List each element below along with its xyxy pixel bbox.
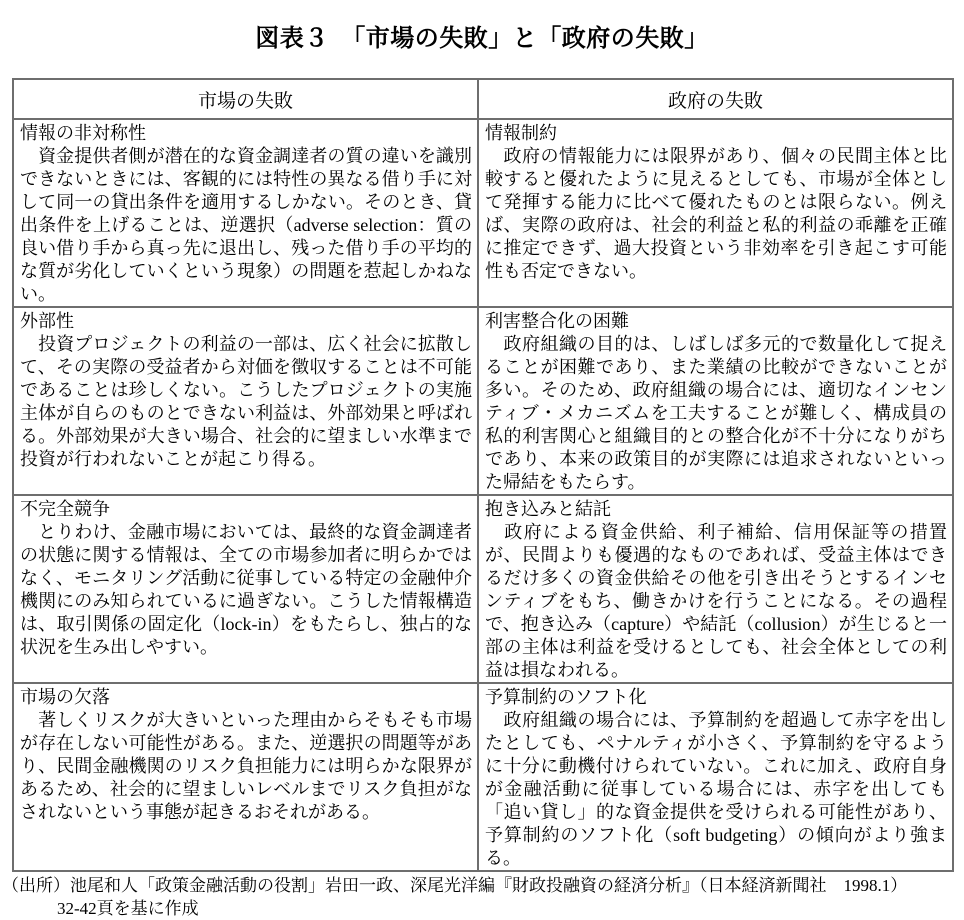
cell-market-row1 — [13, 119, 478, 307]
cell-market-row3 — [13, 495, 478, 683]
cell-heading: 予算制約のソフト化 — [485, 687, 647, 707]
cell-government-row3 — [478, 495, 953, 683]
cell-heading: 情報の非対称性 — [20, 123, 146, 143]
cell-body: 政府組織の場合には、予算制約を超過して赤字を出したとしても、ペナルティが小さく、予算制約を守るように十分に動機付けられていない。これに加え、政府自身が金融活動に従事している場合には、赤字を出しても「追い貸し」的な資金提供を受けられる可能性があり、予算制約のソフト化（soft budgeting）の傾向がより強まる。 — [485, 710, 947, 868]
table-header-row — [13, 79, 953, 119]
cell-body: 著しくリスクが大きいといった理由からそもそも市場が存在しない可能性がある。また、逆選択の問題等があり、民間金融機関のリスク負担能力には明らかな限界があるため、社会的に望ましいレベルまでリスク負担がなされないという事態が起きるおそれがある。 — [20, 710, 472, 822]
cell-body: とりわけ、金融市場においては、最終的な資金調達者の状態に関する情報は、全ての市場参加者に明らかではなく、モニタリング活動に従事している特定の金融仲介機関にのみ知られているに過ぎない。こうした情報構造は、取引関係の固定化（lock-in）をもたらし、独占的な状況を生み出しやすい。 — [20, 522, 472, 657]
cell-heading: 不完全競争 — [20, 499, 110, 519]
column-header-market-failure: 市場の失敗 — [13, 79, 478, 119]
cell-body: 政府組織の目的は、しばしば多元的で数量化して捉えることが困難であり、また業績の比較ができないことが多い。そのため、政府組織の場合には、適切なインセンティブ・メカニズムを工夫することが難しく、構成員の私的利害関心と組織目的との整合化が不十分になりがちであり、本来の政策目的が実際には追求されないといった帰結をもたらす。 — [485, 334, 947, 492]
cell-government-row1 — [478, 119, 953, 307]
comparison-table — [12, 78, 954, 872]
table-row — [13, 119, 953, 307]
cell-body: 政府の情報能力には限界があり、個々の民間主体と比較すると優れたように見えるとしても、市場が全体として発揮する能力に比べて優れたものとは限らない。例えば、実際の政府は、社会的利益と私的利益の乖離を正確に推定できず、過大投資という非効率を引き起こす可能性も否定できない。 — [485, 146, 947, 281]
table-row — [13, 307, 953, 495]
cell-heading: 情報制約 — [485, 123, 557, 143]
cell-body: 政府による資金供給、利子補給、信用保証等の措置が、民間よりも優遇的なものであれば、受益主体はできるだけ多くの資金供給その他を引き出そうとするインセンティブをもち、働きかけを行うことになる。その過程で、抱き込み（capture）や結託（collusion）が生じると一部の主体は利益を受けるとしても、社会全体としての利益は損なわれる。 — [485, 522, 947, 680]
cell-body: 資金提供者側が潜在的な資金調達者の質の違いを識別できないときには、客観的には特性の異なる借り手に対して同一の貸出条件を適用するしかない。そのとき、貸出条件を上げることは、逆選択（adverse selection：質の良い借り手から真っ先に退出し、残った借り手の平均的な質が劣化していくという現象）の問題を惹起しかねない。 — [20, 146, 472, 304]
cell-heading: 外部性 — [20, 311, 74, 331]
cell-heading: 市場の欠落 — [20, 687, 110, 707]
cell-government-row2 — [478, 307, 953, 495]
cell-body: 投資プロジェクトの利益の一部は、広く社会に拡散して、その実際の受益者から対価を徴収することは不可能であることは珍しくない。こうしたプロジェクトの実施主体が自らのものとできない利益は、外部効果と呼ばれる。外部効果が大きい場合、社会的に望ましい水準まで投資が行われないことが起こり得る。 — [20, 334, 472, 469]
source-line-1: （出所）池尾和人「政策金融活動の役割」岩田一政、深尾光洋編『財政投融資の経済分析』（日本経済新聞社 1998.1） — [2, 876, 908, 895]
cell-market-row4 — [13, 683, 478, 871]
cell-heading: 抱き込みと結託 — [485, 499, 611, 519]
cell-heading: 利害整合化の困難 — [485, 311, 629, 331]
column-header-government-failure: 政府の失敗 — [478, 79, 953, 119]
source-note — [0, 872, 964, 920]
cell-government-row4 — [478, 683, 953, 871]
source-line-2: 32-42頁を基に作成 — [57, 899, 199, 918]
table-row — [13, 683, 953, 871]
page-title: 図表３ 「市場の失敗」と「政府の失敗」 — [255, 25, 709, 52]
table-row — [13, 495, 953, 683]
cell-market-row2 — [13, 307, 478, 495]
